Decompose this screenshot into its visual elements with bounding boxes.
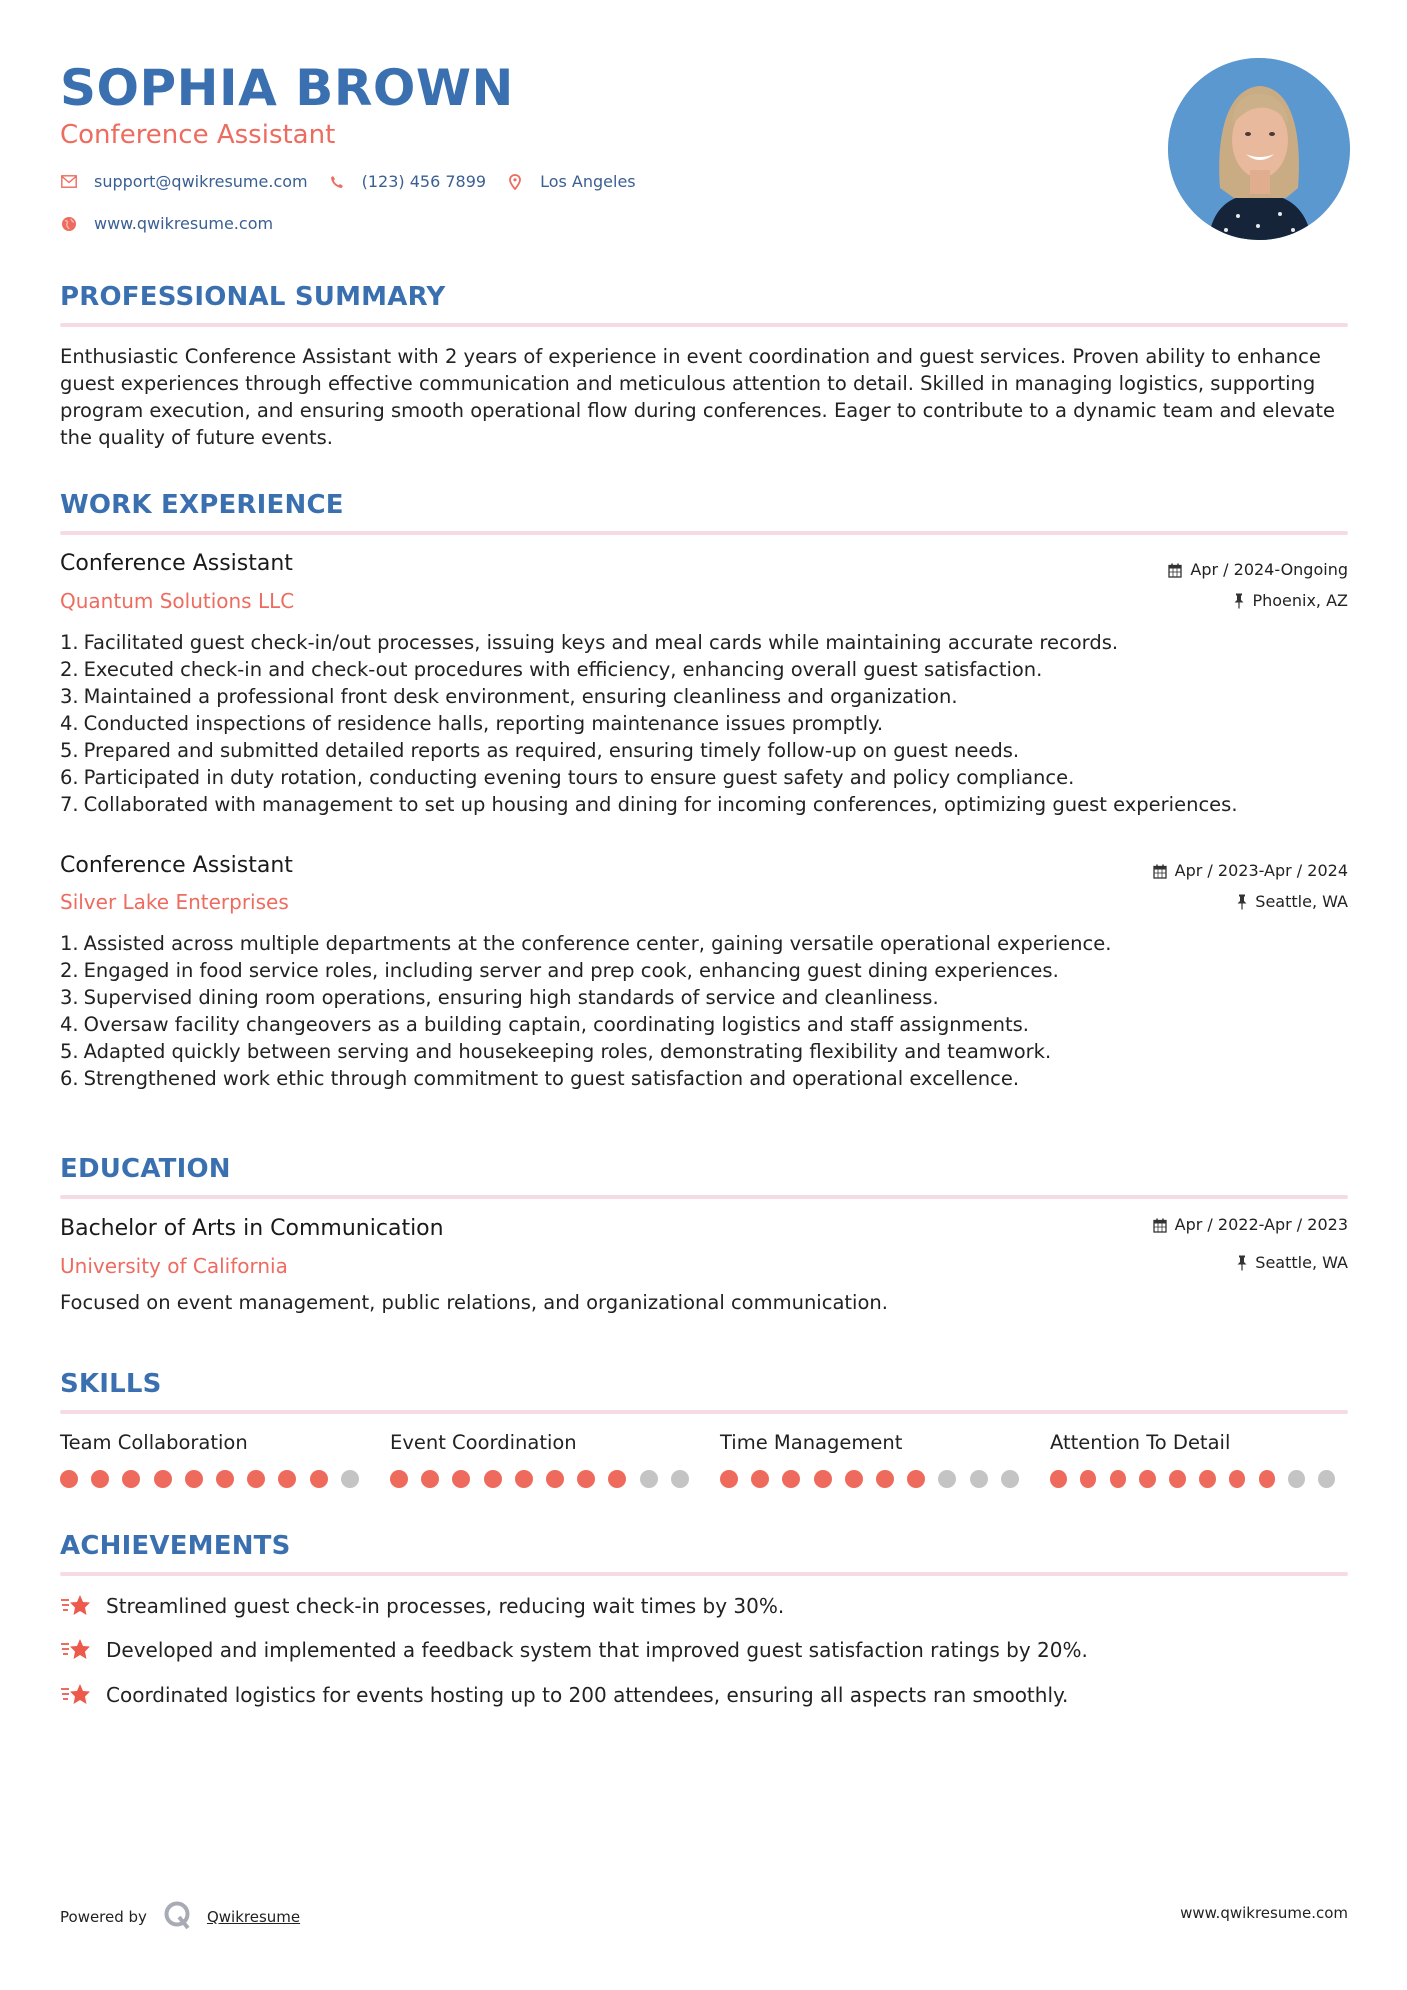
education-description: Focused on event management, public relations, and organizational communication.	[60, 1291, 888, 1314]
skill-item	[720, 1430, 1050, 1488]
website-text: www.qwikresume.com	[94, 214, 274, 233]
education-dates-text: Apr / 2022-Apr / 2023	[1174, 1215, 1348, 1234]
skill-rating	[60, 1470, 390, 1488]
bullet-item: 2. Engaged in food service roles, including server and prep cook, enhancing guest dining experiences.	[60, 959, 1059, 982]
section-header-education	[60, 1153, 1348, 1199]
contact-phone[interactable]	[328, 172, 486, 191]
bullet-item: 3. Maintained a professional front desk environment, ensuring cleanliness and organization.	[60, 685, 958, 708]
rating-dot-filled	[1169, 1470, 1186, 1488]
footer-website[interactable]: www.qwikresume.com	[1180, 1904, 1348, 1922]
rating-dot-empty	[1001, 1470, 1019, 1488]
summary-text: Enthusiastic Conference Assistant with 2 years of experience in event coordination and guest services. Proven ability to enhance guest experiences through effective communication and meticulous attention to detail. Skilled in managing logistics, supporting program execution, and ensuring smooth operational flow during conferences. Eager to contribute to a dynamic team and elevate the quality of future events.	[60, 345, 1335, 449]
achievement-item	[60, 1592, 784, 1620]
bullet-item: 6. Strengthened work ethic through commitment to guest satisfaction and operational excellence.	[60, 1067, 1020, 1090]
section-divider	[60, 1410, 1348, 1414]
bullet-item: 4. Oversaw facility changeovers as a building captain, coordinating logistics and staff assignments.	[60, 1013, 1029, 1036]
achievement-text: Streamlined guest check-in processes, reducing wait times by 30%.	[106, 1594, 785, 1618]
pushpin-icon	[1237, 894, 1247, 910]
envelope-icon	[60, 173, 78, 191]
rating-dot-empty	[1288, 1470, 1305, 1488]
rating-dot-filled	[421, 1470, 439, 1488]
job-dates-text: Apr / 2024-Ongoing	[1190, 560, 1348, 579]
section-header-skills	[60, 1368, 1348, 1414]
job-bullets	[60, 930, 1348, 1092]
section-title: EDUCATION	[60, 1154, 231, 1184]
pushpin-icon	[1237, 1255, 1247, 1271]
rating-dot-filled	[452, 1470, 470, 1488]
rating-dot-filled	[310, 1470, 328, 1488]
section-header-achievements	[60, 1530, 1348, 1576]
section-divider	[60, 531, 1348, 535]
rating-dot-filled	[1259, 1470, 1276, 1488]
achievement-item	[60, 1681, 1068, 1709]
rating-dot-empty	[640, 1470, 658, 1488]
powered-by-label: Powered by	[60, 1908, 147, 1926]
contact-row	[60, 172, 656, 191]
section-title: SKILLS	[60, 1369, 162, 1399]
rating-dot-filled	[484, 1470, 502, 1488]
education-location	[1237, 1252, 1348, 1274]
pushpin-icon	[1234, 593, 1244, 609]
calendar-icon	[1168, 563, 1182, 578]
candidate-name: SOPHIA BROWN	[60, 59, 514, 117]
bullet-item: 3. Supervised dining room operations, ensuring high standards of service and cleanliness.	[60, 986, 939, 1009]
rating-dot-filled	[278, 1470, 296, 1488]
shooting-star-icon	[60, 1681, 92, 1709]
skill-rating	[1050, 1470, 1348, 1488]
rating-dot-filled	[814, 1470, 832, 1488]
rating-dot-filled	[216, 1470, 234, 1488]
email-text: support@qwikresume.com	[94, 172, 308, 191]
section-title: PROFESSIONAL SUMMARY	[60, 282, 446, 312]
portrait-illustration	[1168, 58, 1350, 240]
education-location-text: Seattle, WA	[1255, 1253, 1348, 1272]
contact-website[interactable]	[60, 214, 273, 233]
job-dates	[1168, 559, 1348, 581]
rating-dot-filled	[720, 1470, 738, 1488]
calendar-icon	[1153, 864, 1167, 879]
bullet-item: 7. Collaborated with management to set up housing and dining for incoming conferences, optimizing guest experiences.	[60, 793, 1238, 816]
rating-dot-filled	[247, 1470, 265, 1488]
shooting-star-icon	[60, 1592, 92, 1620]
degree-title: Bachelor of Arts in Communication	[60, 1216, 444, 1241]
school-name: University of California	[60, 1254, 288, 1278]
rating-dot-filled	[608, 1470, 626, 1488]
rating-dot-empty	[938, 1470, 956, 1488]
contact-email[interactable]	[60, 172, 308, 191]
rating-dot-empty	[970, 1470, 988, 1488]
bullet-item: 2. Executed check-in and check-out procedures with efficiency, enhancing overall guest satisfaction.	[60, 658, 1043, 681]
section-header-experience	[60, 489, 1348, 535]
section-divider	[60, 1572, 1348, 1576]
globe-icon	[60, 215, 78, 233]
bullet-item: 6. Participated in duty rotation, conducting evening tours to ensure guest safety and policy compliance.	[60, 766, 1075, 789]
rating-dot-empty	[341, 1470, 359, 1488]
bullet-item: 1. Facilitated guest check-in/out processes, issuing keys and meal cards while maintaining accurate records.	[60, 631, 1119, 654]
candidate-title: Conference Assistant	[60, 120, 336, 150]
contact-location	[506, 172, 636, 191]
job-location	[1237, 891, 1348, 913]
skill-item	[60, 1430, 390, 1488]
qwikresume-logo-icon	[163, 1900, 193, 1934]
bullet-item: 5. Adapted quickly between serving and housekeeping roles, demonstrating flexibility and teamwork.	[60, 1040, 1052, 1063]
rating-dot-filled	[1080, 1470, 1097, 1488]
skill-label: Attention To Detail	[1050, 1431, 1231, 1454]
map-pin-icon	[506, 173, 524, 191]
rating-dot-filled	[782, 1470, 800, 1488]
phone-icon	[328, 173, 346, 191]
skill-rating	[720, 1470, 1050, 1488]
qwikresume-link[interactable]: Qwikresume	[206, 1908, 301, 1926]
section-divider	[60, 1195, 1348, 1199]
rating-dot-filled	[185, 1470, 203, 1488]
job-company: Silver Lake Enterprises	[60, 890, 289, 914]
section-title: WORK EXPERIENCE	[60, 490, 344, 520]
phone-text: (123) 456 7899	[361, 172, 487, 191]
profile-photo	[1168, 58, 1350, 240]
education-dates	[1153, 1214, 1348, 1236]
bullet-item: 1. Assisted across multiple departments at the conference center, gaining versatile operational experience.	[60, 932, 1112, 955]
rating-dot-filled	[876, 1470, 894, 1488]
rating-dot-filled	[1199, 1470, 1216, 1488]
bullet-item: 4. Conducted inspections of residence halls, reporting maintenance issues promptly.	[60, 712, 884, 735]
rating-dot-filled	[122, 1470, 140, 1488]
skill-label: Time Management	[720, 1431, 903, 1454]
rating-dot-filled	[907, 1470, 925, 1488]
job-dates-text: Apr / 2023-Apr / 2024	[1174, 861, 1348, 880]
rating-dot-filled	[1139, 1470, 1156, 1488]
job-title: Conference Assistant	[60, 853, 293, 878]
rating-dot-filled	[546, 1470, 564, 1488]
job-bullets	[60, 629, 1348, 818]
bullet-item: 5. Prepared and submitted detailed reports as required, ensuring timely follow-up on guest needs.	[60, 739, 1020, 762]
skills-list	[60, 1430, 1348, 1488]
job-location-text: Seattle, WA	[1255, 892, 1348, 911]
rating-dot-filled	[751, 1470, 769, 1488]
skill-rating	[390, 1470, 720, 1488]
job-company: Quantum Solutions LLC	[60, 589, 295, 613]
skill-label: Event Coordination	[390, 1431, 577, 1454]
skill-item	[1050, 1430, 1348, 1488]
contact-row-website	[60, 214, 293, 233]
calendar-icon	[1153, 1218, 1167, 1233]
skill-item	[390, 1430, 720, 1488]
rating-dot-filled	[390, 1470, 408, 1488]
rating-dot-filled	[845, 1470, 863, 1488]
achievement-item	[60, 1636, 1088, 1664]
rating-dot-filled	[1050, 1470, 1067, 1488]
section-title: ACHIEVEMENTS	[60, 1531, 291, 1561]
job-location	[1234, 590, 1348, 612]
job-dates	[1153, 860, 1348, 882]
rating-dot-filled	[91, 1470, 109, 1488]
job-title: Conference Assistant	[60, 551, 293, 576]
achievement-text: Coordinated logistics for events hosting up to 200 attendees, ensuring all aspects ran smoothly.	[106, 1683, 1069, 1707]
achievement-text: Developed and implemented a feedback system that improved guest satisfaction ratings by 20%.	[106, 1638, 1088, 1662]
shooting-star-icon	[60, 1636, 92, 1664]
rating-dot-filled	[577, 1470, 595, 1488]
rating-dot-filled	[1110, 1470, 1127, 1488]
rating-dot-empty	[1318, 1470, 1335, 1488]
section-divider	[60, 323, 1348, 327]
rating-dot-filled	[60, 1470, 78, 1488]
skill-label: Team Collaboration	[60, 1431, 248, 1454]
rating-dot-filled	[515, 1470, 533, 1488]
location-text: Los Angeles	[540, 172, 636, 191]
section-header-summary	[60, 281, 1348, 327]
rating-dot-empty	[671, 1470, 689, 1488]
job-location-text: Phoenix, AZ	[1252, 591, 1348, 610]
rating-dot-filled	[1229, 1470, 1246, 1488]
rating-dot-filled	[154, 1470, 172, 1488]
footer-powered-by	[60, 1900, 300, 1934]
